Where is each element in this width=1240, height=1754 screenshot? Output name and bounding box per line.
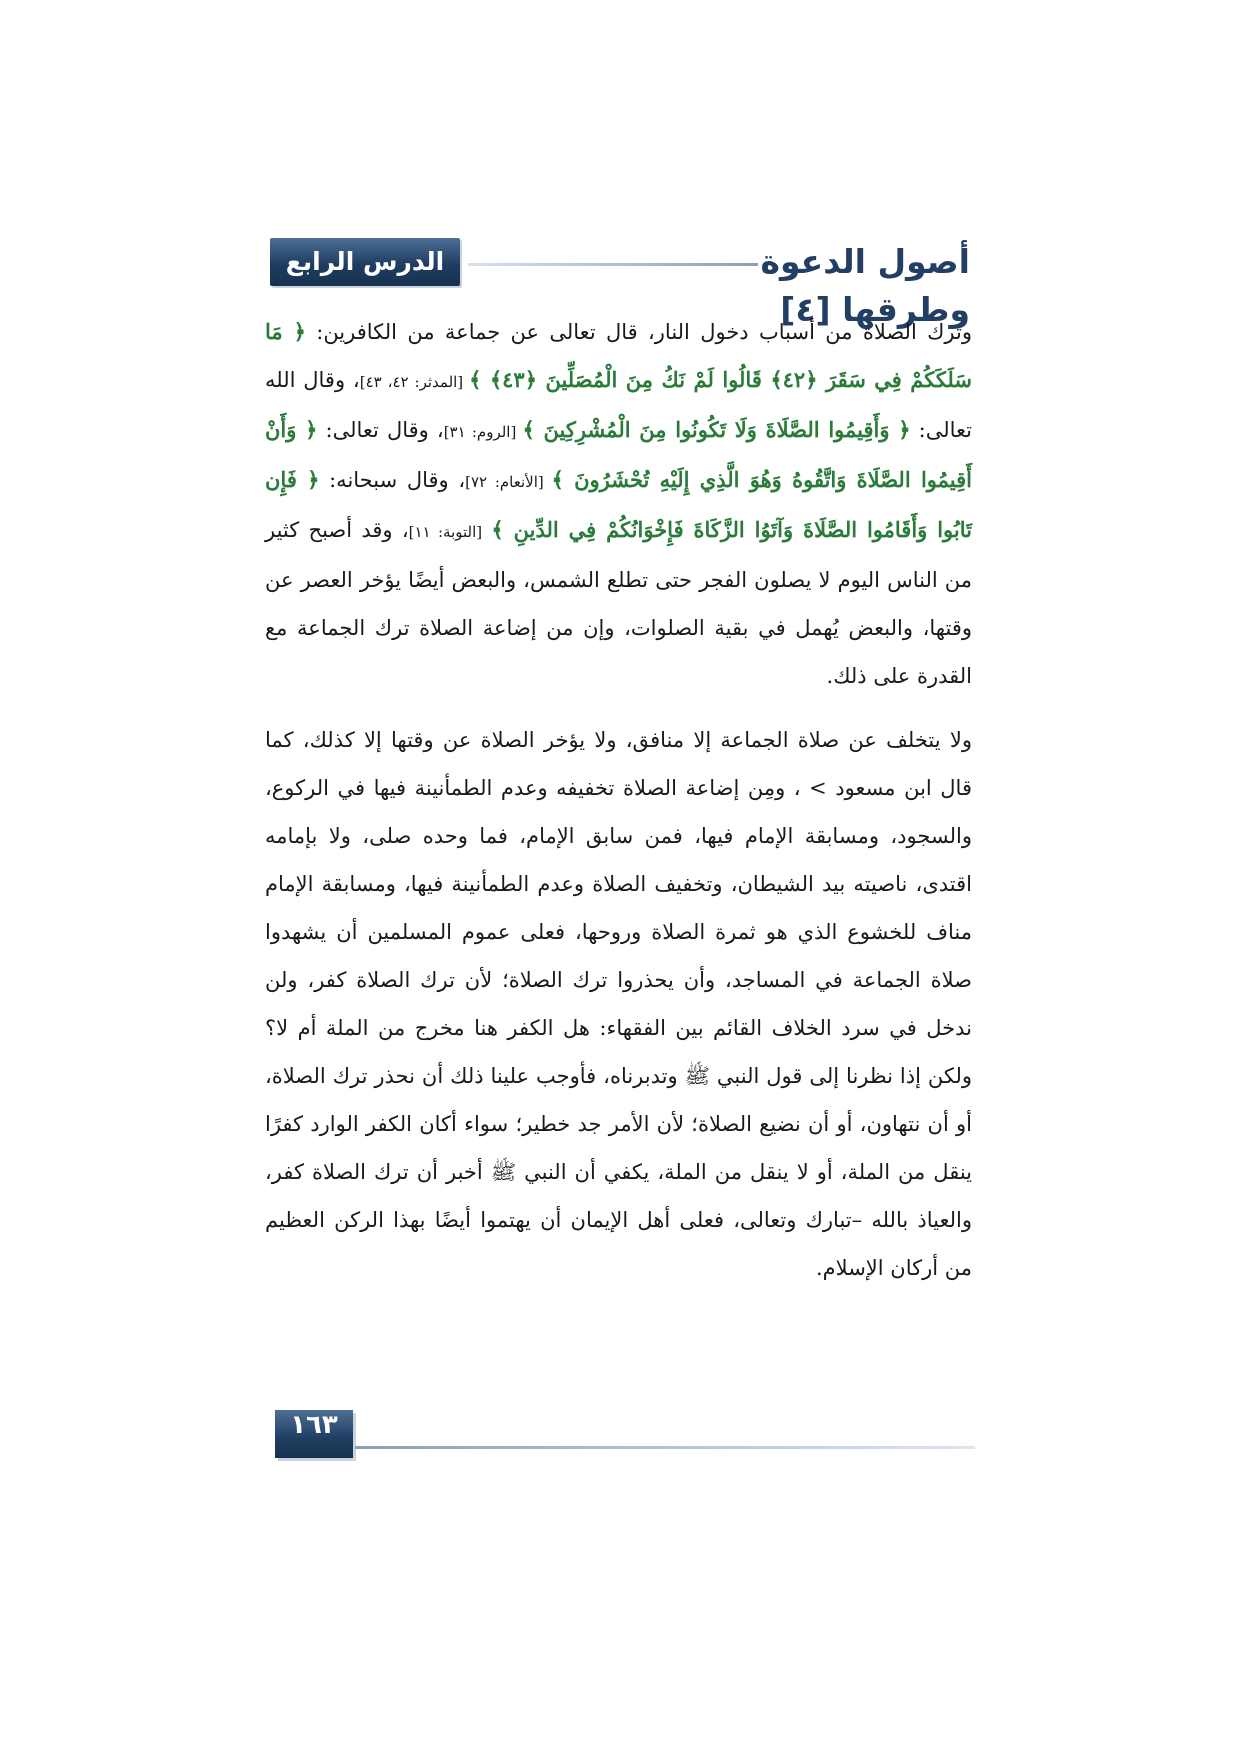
text-segment: ، وقال xyxy=(406,468,466,492)
text-segment: سبحانه: xyxy=(319,468,398,492)
quran-verse: ﴿ مَا xyxy=(265,319,306,344)
text-segment: ، وقال تعالى: xyxy=(325,418,444,442)
verse-reference: [الروم: ٣١] xyxy=(443,423,523,441)
verse-reference: [التوبة: ١١] xyxy=(408,523,483,541)
paragraph-2: ولا يتخلف عن صلاة الجماعة إلا منافق، ولا يؤخر الصلاة عن وقتها إلا كذلك، كما قال ابن مسعود > ، ومِن إضاعة الصلاة تخفيفه وعدم الطمأنينة فيها في الركوع، والسجود، ومسابقة الإمام فيها، فمن سابق الإمام، فما وحده صلى، ولا بإمامه اقتدى، ناصيته بيد الشيطان، وتخفيف الصلاة وعدم الطمأنينة فيها، ومسابقة الإمام مناف للخشوع الذي هو ثمرة الصلاة وروحها، فعلى عموم المسلمين أن يشهدوا صلاة الجماعة في المساجد، وأن يحذروا ترك الصلاة؛ لأن ترك الصلاة كفر، ولن ندخل في سرد الخلاف القائم بين الفقهاء: هل الكفر هنا مخرج من الملة أم لا؟ ولكن إذا نظرنا إلى قول النبي ﷺ وتدبرناه، فأوجب علينا ذلك أن نحذر ترك الصلاة، أو أن نتهاون، أو أن نضيع الصلاة؛ لأن الأمر جد خطير؛ سواء أكان الكفر الوارد كفرًا ينقل من الملة، أو لا ينقل من الملة، يكفي أن النبي ﷺ أخبر أن ترك الصلاة كفر، والعياذ بالله –تبارك وتعالى، فعلى أهل الإيمان أن يهتموا أيضًا بهذا الركن العظيم من أركان الإسلام. xyxy=(265,728,972,1280)
page-content xyxy=(265,308,972,1292)
quran-verse: ﴿ وَأَقِيمُوا الصَّلَاةَ وَلَا تَكُونُوا مِنَ الْمُشْرِكِينَ ﴾ xyxy=(522,417,911,442)
quran-verse: سَلَكَكُمْ فِي سَقَرَ ﴿٤٢﴾ قَالُوا لَمْ نَكُ مِنَ الْمُصَلِّينَ ﴿٤٣﴾ ﴾ xyxy=(469,367,972,392)
quran-verse: ﴿ فَإِن تَابُوا وَأَقَامُوا الصَّلَاةَ وَآتَوُا الزَّكَاةَ فَإِخْوَانُكُمْ فِي الدِّينِ ﴾ xyxy=(265,467,972,542)
quran-verse: ﴿ وَأَنْ أَقِيمُوا الصَّلَاةَ وَاتَّقُوهُ وَهُوَ الَّذِي إِلَيْهِ تُحْشَرُونَ ﴾ xyxy=(265,417,972,492)
book-title: أصول الدعوة وطرقها [٤] xyxy=(760,242,970,329)
text-segment: وترك الصلاة من أسباب دخول النار، قال تعالى عن جماعة من الكافرين: xyxy=(305,320,973,344)
verse-reference: [الأنعام: ٧٢] xyxy=(465,473,552,491)
text-segment: ، وقد أصبح كثير من الناس اليوم لا يصلون الفجر حتى تطلع الشمس، والبعض أيضًا يؤخر العصر عن وقتها، والبعض يُهمل في بقية الصلوات، وإن من إضاعة الصلاة ترك الجماعة مع القدرة على ذلك. xyxy=(265,518,972,688)
page-number: ١٦٣ xyxy=(275,1410,353,1458)
page-footer xyxy=(275,1410,975,1460)
lesson-badge: الدرس الرابع xyxy=(270,238,460,286)
paragraph-1 xyxy=(265,308,972,700)
text-segment: ، وقال الله تعالى: xyxy=(265,368,972,442)
footer-divider xyxy=(355,1446,975,1449)
verse-reference: [المدثر: ٤٢، ٤٣] xyxy=(359,373,470,391)
page-header xyxy=(270,238,970,329)
